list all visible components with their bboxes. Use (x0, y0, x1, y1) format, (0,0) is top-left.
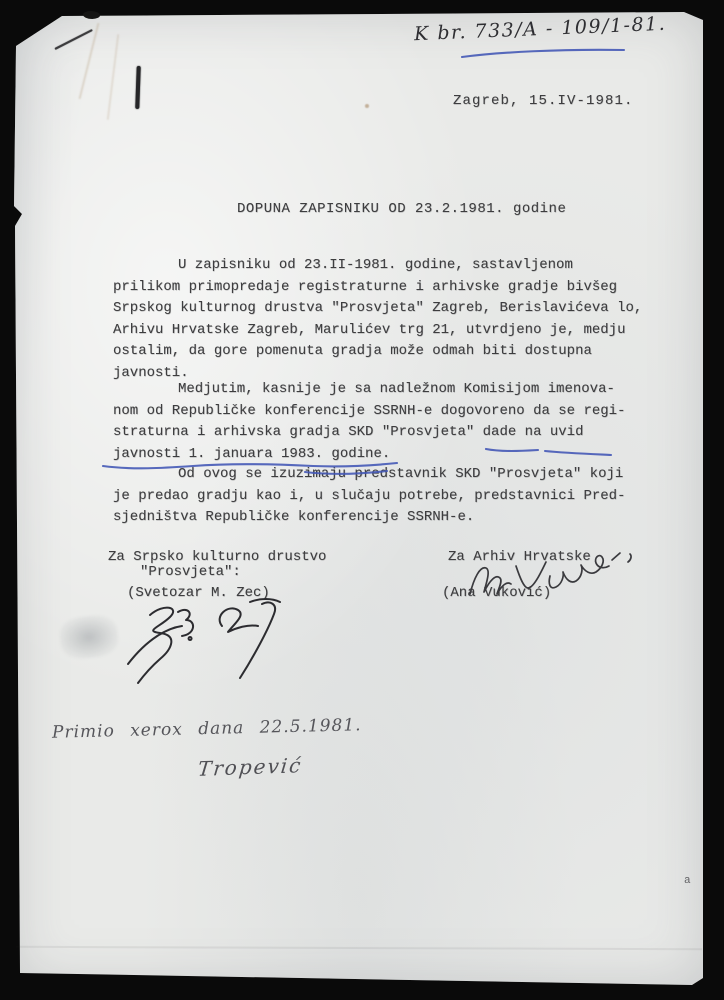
paragraph1-line6: javnosti. (113, 365, 189, 381)
received-note-handwritten: Primio xerox dana 22.5.1981. (51, 715, 362, 743)
signature-left-org2: "Prosvjeta": (140, 564, 241, 580)
signature-right-name: (Ana Vuković) (442, 585, 552, 601)
paragraph1-line5: ostalim, da gore pomenuta gradja može odmah biti dostupna (113, 343, 592, 359)
paragraph2-line2: nom od Republičke konferencije SSRNH-e dogovoreno da se regi- (113, 403, 626, 419)
signature-left-org: Za Srpsko kulturno drustvo (108, 549, 327, 565)
signature-right-org: Za Arhiv Hrvatske (448, 549, 591, 565)
signature-left-name: (Svetozar M. Zec) (127, 585, 270, 601)
paragraph1-line1: U zapisniku od 23.II-1981. godine, sastavljenom (178, 257, 573, 273)
paragraph2-line4: javnosti 1. januara 1983. godine. (113, 446, 391, 462)
paragraph3-line3: sjedništva Republičke konferencije SSRNH-e. (113, 509, 475, 525)
paragraph2-line1: Medjutim, kasnije je sa nadležnom Komisijom imenova- (178, 381, 615, 397)
paragraph1-line2: prilikom primopredaje registraturne i arhivske gradje bivšeg (113, 279, 618, 295)
corner-ink-blob (83, 11, 100, 19)
rust-speck (365, 104, 369, 108)
page-letter-stamp: a (684, 875, 691, 887)
reference-number-handwritten: K br. 733/A - 109/1-81. (413, 12, 667, 46)
received-signature-handwritten: Tropević (196, 753, 304, 781)
paragraph3-line1: Od ovog se izuzimaju predstavnik SKD "Prosvjeta" koji (178, 466, 624, 482)
document-title: DOPUNA ZAPISNIKU OD 23.2.1981. godine (237, 201, 567, 217)
paragraph2-line3: straturna i arhivska gradja SKD "Prosvjeta" dade na uvid (113, 424, 584, 440)
paragraph1-line3: Srpskog kulturnog drustva "Prosvjeta" Zagreb, Berislavićeva lo, (113, 300, 643, 316)
paragraph1-line4: Arhivu Hrvatske Zagreb, Marulićev trg 21, utvrdjeno je, medju (113, 322, 626, 338)
date-line: Zagreb, 15.IV-1981. (453, 93, 634, 109)
paragraph3-line2: je predao gradju kao i, u slučaju potrebe, predstavnici Pred- (113, 488, 626, 504)
